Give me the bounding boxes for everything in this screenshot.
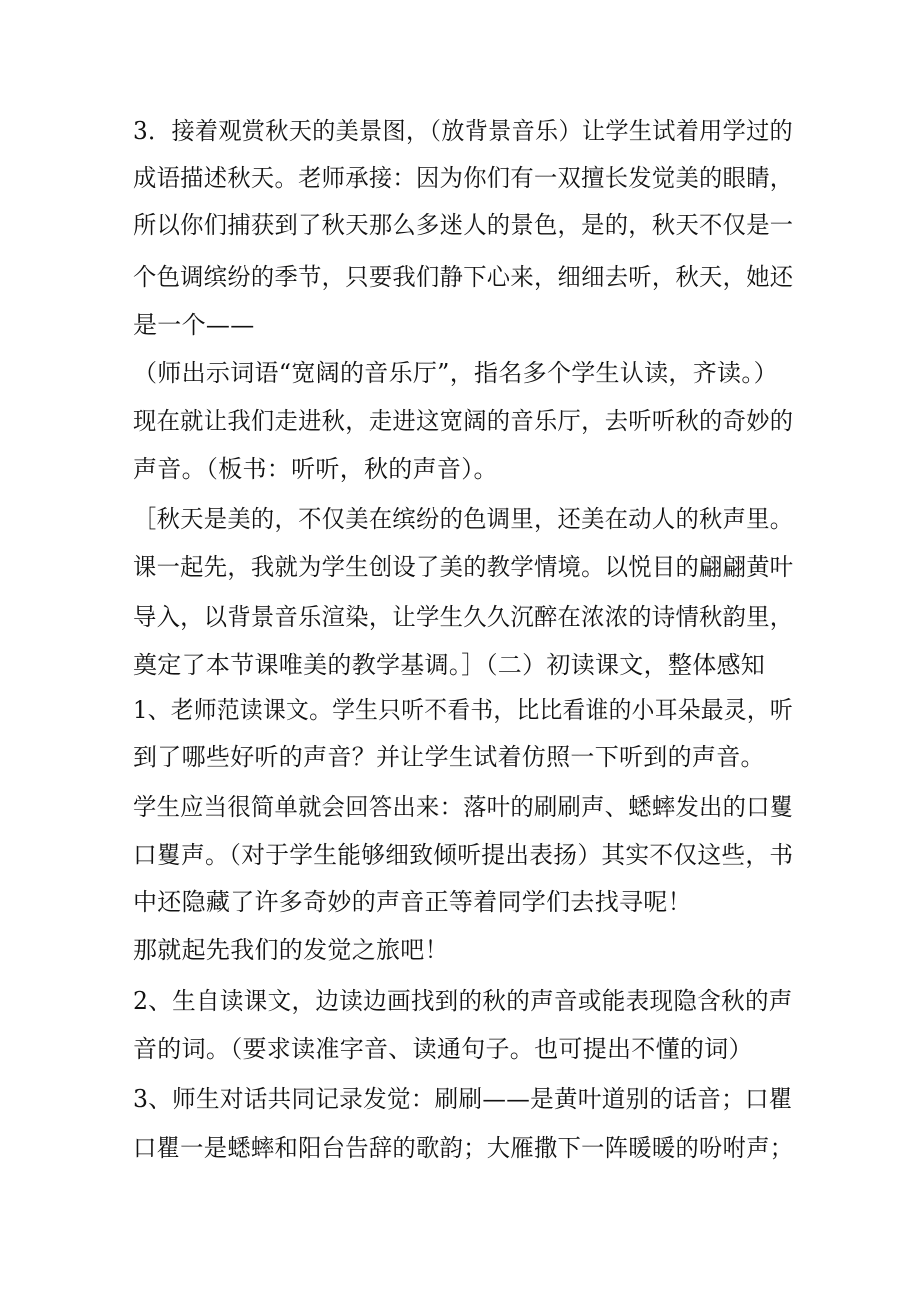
text-line: 成语描述秋天。老师承接：因为你们有一双擅长发觉美的眼睛， xyxy=(133,164,794,192)
text-line: 导入，以背景音乐渲染，让学生久久沉醉在浓浓的诗情秋韵里， xyxy=(133,603,794,631)
text-line: 到了哪些好听的声音？并让学生试着仿照一下听到的声音。 xyxy=(133,743,765,771)
text-line: 是一个—— xyxy=(133,311,255,339)
text-line: 个色调缤纷的季节，只要我们静下心来，细细去听，秋天，她还 xyxy=(133,263,794,291)
text-line: 中还隐藏了许多奇妙的声音正等着同学们去找寻呢！ xyxy=(133,888,692,916)
text-line: 所以你们捕获到了秋天那么多迷人的景色，是的，秋天不仅是一 xyxy=(133,211,794,239)
text-line: 音的词。（要求读准字音、读通句子。也可提出不懂的词） xyxy=(133,1035,753,1063)
text-line: 口瞿一是蟋蟀和阳台告辞的歌韵；大雁撒下一阵暖暖的吩咐声； xyxy=(133,1134,794,1162)
text-line: （师出示词语“宽阔的音乐厅”，指名多个学生认读，齐读。） xyxy=(133,359,778,387)
text-line: 2、生自读课文，边读边画找到的秋的声音或能表现隐含秋的声 xyxy=(133,987,793,1015)
text-line: 3、师生对话共同记录发觉：刷刷——是黄叶道别的话音；口瞿 xyxy=(133,1085,793,1113)
text-line: 口矍声。（对于学生能够细致倾听提出表扬）其实不仅这些，书 xyxy=(133,841,794,869)
text-line: ［秋天是美的，不仅美在缤纷的色调里，还美在动人的秋声里。 xyxy=(133,505,794,533)
text-line: 3．接着观赏秋天的美景图，（放背景音乐）让学生试着用学过的 xyxy=(133,117,793,145)
text-line: 奠定了本节课唯美的教学基调。］（二）初读课文，整体感知 xyxy=(133,651,766,679)
text-line: 现在就让我们走进秋，走进这宽阔的音乐厅，去听听秋的奇妙的 xyxy=(133,407,794,435)
text-line: 1、老师范读课文。学生只听不看书，比比看谁的小耳朵最灵，听 xyxy=(133,696,793,724)
text-line: 课一起先，我就为学生创设了美的教学情境。以悦目的翩翩黄叶 xyxy=(133,553,794,581)
text-line: 那就起先我们的发觉之旅吧！ xyxy=(133,936,449,964)
text-line: 声音。（板书：听听，秋的声音）。 xyxy=(133,455,498,483)
text-line: 学生应当很简单就会回答出来：落叶的刷刷声、蟋蟀发出的口矍 xyxy=(133,793,794,821)
